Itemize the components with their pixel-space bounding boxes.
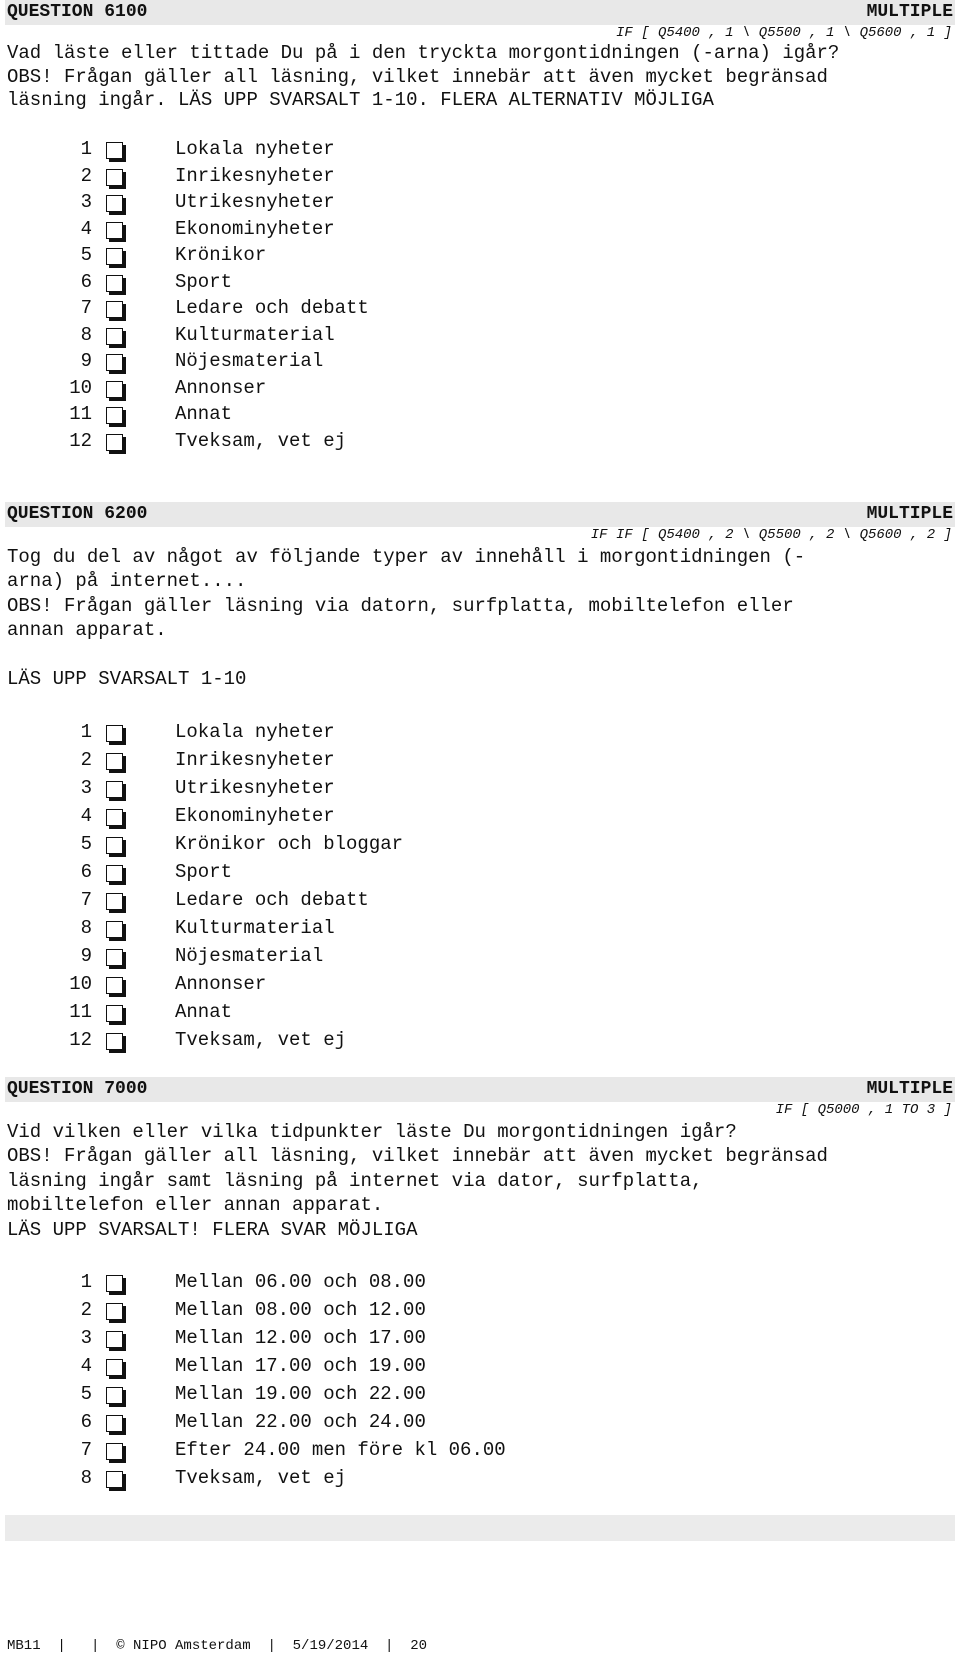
checkbox-icon[interactable] — [106, 1415, 123, 1432]
answer-number: 9 — [80, 350, 92, 372]
answer-option[interactable] — [0, 271, 700, 299]
answer-label: Utrikesnyheter — [175, 191, 335, 213]
answer-number: 6 — [80, 861, 92, 883]
answer-label: Annonser — [175, 973, 267, 995]
answer-number: 10 — [69, 973, 92, 995]
answer-label: Inrikesnyheter — [175, 164, 335, 187]
answer-label: Mellan 08.00 och 12.00 — [175, 1299, 426, 1321]
answer-label: Mellan 22.00 och 24.00 — [175, 1411, 426, 1433]
question-text-line: OBS! Frågan gäller läsning via datorn, surfplatta, mobiltelefon eller — [7, 595, 794, 617]
answer-label: Kulturmaterial — [175, 323, 335, 346]
answer-number: 8 — [80, 917, 92, 939]
answer-option[interactable] — [0, 1001, 700, 1029]
answer-label: Kulturmaterial — [175, 917, 335, 939]
answer-number: 4 — [80, 1355, 92, 1377]
answer-option[interactable] — [0, 324, 700, 352]
question-text-line: OBS! Frågan gäller all läsning, vilket innebär att även mycket begränsad — [7, 66, 828, 88]
answer-number: 3 — [80, 191, 92, 213]
checkbox-icon[interactable] — [106, 865, 123, 882]
checkbox-icon[interactable] — [106, 1303, 123, 1320]
answer-option[interactable] — [0, 889, 700, 917]
answer-number: 1 — [80, 1271, 92, 1293]
answer-number: 8 — [80, 323, 92, 346]
answer-number: 6 — [80, 270, 92, 293]
checkbox-icon[interactable] — [106, 1331, 123, 1348]
answer-option[interactable] — [0, 805, 700, 833]
answer-number: 1 — [80, 721, 92, 743]
page-footer: MB11 | | © NIPO Amsterdam | 5/19/2014 | 20 — [7, 1638, 428, 1654]
answer-number: 3 — [80, 777, 92, 799]
answer-label: Inrikesnyheter — [175, 749, 335, 771]
answer-option[interactable] — [0, 403, 700, 431]
checkbox-icon[interactable] — [106, 248, 123, 265]
checkbox-icon[interactable] — [106, 1471, 123, 1488]
answer-number: 12 — [69, 1029, 92, 1051]
answer-number: 2 — [80, 1299, 92, 1321]
checkbox-icon[interactable] — [106, 1359, 123, 1376]
answer-label: Mellan 19.00 och 22.00 — [175, 1383, 426, 1405]
answer-number: 11 — [69, 403, 92, 425]
answer-label: Annat — [175, 1001, 233, 1023]
checkbox-icon[interactable] — [106, 781, 123, 798]
question-6100-header — [5, 0, 955, 25]
checkbox-icon[interactable] — [106, 977, 123, 994]
answer-option[interactable] — [0, 973, 700, 1001]
checkbox-icon[interactable] — [106, 1443, 123, 1460]
answer-option[interactable] — [0, 945, 700, 973]
answer-option[interactable] — [0, 191, 700, 219]
answer-label: Lokala nyheter — [175, 721, 335, 743]
question-text-line: OBS! Frågan gäller all läsning, vilket innebär att även mycket begränsad — [7, 1145, 828, 1167]
answer-number: 2 — [80, 749, 92, 771]
question-condition: IF IF [ Q5400 , 2 \ Q5500 , 2 \ Q5600 , 2 ] — [590, 527, 952, 543]
question-id: QUESTION 6200 — [7, 504, 148, 524]
answer-label: Ledare och debatt — [175, 889, 369, 911]
answer-option[interactable] — [0, 430, 700, 458]
answer-label: Tveksam, vet ej — [175, 429, 347, 452]
answer-label: Nöjesmaterial — [175, 945, 324, 967]
answer-label: Sport — [175, 861, 233, 883]
answer-option[interactable] — [0, 138, 700, 166]
answer-option[interactable] — [0, 1029, 700, 1057]
answer-label: Mellan 17.00 och 19.00 — [175, 1355, 426, 1377]
checkbox-icon[interactable] — [106, 169, 123, 186]
checkbox-icon[interactable] — [106, 1005, 123, 1022]
answer-number: 7 — [80, 889, 92, 911]
question-text-line: mobiltelefon eller annan apparat. — [7, 1194, 384, 1216]
answer-number: 4 — [80, 217, 92, 240]
answer-option[interactable] — [0, 218, 700, 246]
answer-option[interactable] — [0, 1467, 700, 1495]
question-condition: IF [ Q5400 , 1 \ Q5500 , 1 \ Q5600 , 1 ] — [615, 25, 952, 41]
checkbox-icon[interactable] — [106, 1033, 123, 1050]
answer-number: 9 — [80, 945, 92, 967]
checkbox-icon[interactable] — [106, 301, 123, 318]
question-text-line: läsning ingår. LÄS UPP SVARSALT 1-10. FLERA ALTERNATIV MÖJLIGA — [7, 89, 714, 111]
answer-number: 2 — [80, 164, 92, 187]
answer-label: Efter 24.00 men före kl 06.00 — [175, 1439, 506, 1461]
checkbox-icon[interactable] — [106, 809, 123, 826]
answer-option[interactable] — [0, 377, 700, 405]
answer-option[interactable] — [0, 350, 700, 378]
answer-option[interactable] — [0, 861, 700, 889]
answer-option[interactable] — [0, 917, 700, 945]
answer-label: Mellan 12.00 och 17.00 — [175, 1327, 426, 1349]
question-text-line: Vid vilken eller vilka tidpunkter läste Du morgontidningen igår? — [7, 1121, 737, 1143]
answer-option[interactable] — [0, 721, 700, 749]
answer-number: 6 — [80, 1411, 92, 1433]
checkbox-icon[interactable] — [106, 837, 123, 854]
answer-label: Ekonominyheter — [175, 805, 335, 827]
question-condition: IF [ Q5000 , 1 TO 3 ] — [775, 1102, 952, 1118]
checkbox-icon[interactable] — [106, 949, 123, 966]
checkbox-icon[interactable] — [106, 725, 123, 742]
question-text-line: annan apparat. — [7, 619, 167, 641]
checkbox-icon[interactable] — [106, 434, 123, 451]
question-text-line: arna) på internet.... — [7, 570, 247, 592]
question-text-line: Tog du del av något av följande typer av innehåll i morgontidningen (- — [7, 546, 806, 568]
question-text-line: Vad läste eller tittade Du på i den tryckta morgontidningen (-arna) igår? — [7, 42, 840, 64]
answer-label: Annonser — [175, 376, 267, 399]
answer-option[interactable] — [0, 777, 700, 805]
answer-label: Utrikesnyheter — [175, 777, 335, 799]
checkbox-icon[interactable] — [106, 753, 123, 770]
answer-number: 5 — [80, 833, 92, 855]
checkbox-icon[interactable] — [106, 407, 123, 424]
checkbox-icon[interactable] — [106, 921, 123, 938]
answer-label: Ledare och debatt — [175, 297, 369, 319]
answer-option[interactable] — [0, 1299, 700, 1327]
checkbox-icon[interactable] — [106, 328, 123, 345]
answer-number: 3 — [80, 1327, 92, 1349]
answer-label: Tveksam, vet ej — [175, 1029, 347, 1051]
question-text-line: LÄS UPP SVARSALT! FLERA SVAR MÖJLIGA — [7, 1219, 418, 1241]
answer-number: 12 — [69, 429, 92, 452]
answer-option[interactable] — [0, 749, 700, 777]
answer-label: Krönikor — [175, 244, 267, 266]
checkbox-icon[interactable] — [106, 275, 123, 292]
answer-number: 5 — [80, 244, 92, 266]
checkbox-icon[interactable] — [106, 222, 123, 239]
answer-label: Mellan 06.00 och 08.00 — [175, 1271, 426, 1293]
answer-option[interactable] — [0, 1327, 700, 1355]
checkbox-icon[interactable] — [106, 195, 123, 212]
checkbox-icon[interactable] — [106, 1275, 123, 1292]
answer-number: 7 — [80, 1439, 92, 1461]
checkbox-icon[interactable] — [106, 354, 123, 371]
answer-number: 11 — [69, 1001, 92, 1023]
checkbox-icon[interactable] — [106, 1387, 123, 1404]
checkbox-icon[interactable] — [106, 893, 123, 910]
question-7000-header — [5, 1077, 955, 1102]
answer-label: Ekonominyheter — [175, 217, 335, 240]
answer-option[interactable] — [0, 1411, 700, 1439]
question-type: MULTIPLE — [866, 2, 953, 22]
answer-option[interactable] — [0, 244, 700, 272]
answer-label: Lokala nyheter — [175, 138, 335, 160]
answer-option[interactable] — [0, 165, 700, 193]
question-id: QUESTION 7000 — [7, 1079, 148, 1099]
answer-number: 1 — [80, 138, 92, 160]
answer-option[interactable] — [0, 297, 700, 325]
question-text-line: läsning ingår samt läsning på internet via dator, surfplatta, — [7, 1170, 703, 1192]
answer-option[interactable] — [0, 1355, 700, 1383]
question-type: MULTIPLE — [866, 1079, 953, 1099]
answer-label: Tveksam, vet ej — [175, 1467, 347, 1489]
answer-option[interactable] — [0, 1383, 700, 1411]
question-text-line: LÄS UPP SVARSALT 1-10 — [7, 668, 247, 690]
section-divider-bar — [5, 1515, 955, 1541]
question-id: QUESTION 6100 — [7, 2, 148, 22]
answer-label: Sport — [175, 270, 233, 293]
answer-number: 4 — [80, 805, 92, 827]
question-type: MULTIPLE — [866, 504, 953, 524]
answer-label: Nöjesmaterial — [175, 350, 324, 372]
answer-option[interactable] — [0, 1271, 700, 1299]
answer-option[interactable] — [0, 833, 700, 861]
answer-option[interactable] — [0, 1439, 700, 1467]
checkbox-icon[interactable] — [106, 142, 123, 159]
checkbox-icon[interactable] — [106, 381, 123, 398]
answer-number: 10 — [69, 376, 92, 399]
question-6200-header — [5, 502, 955, 527]
answer-label: Krönikor och bloggar — [175, 833, 404, 855]
answer-number: 5 — [80, 1383, 92, 1405]
answer-number: 8 — [80, 1467, 92, 1489]
answer-number: 7 — [80, 297, 92, 319]
answer-label: Annat — [175, 403, 233, 425]
